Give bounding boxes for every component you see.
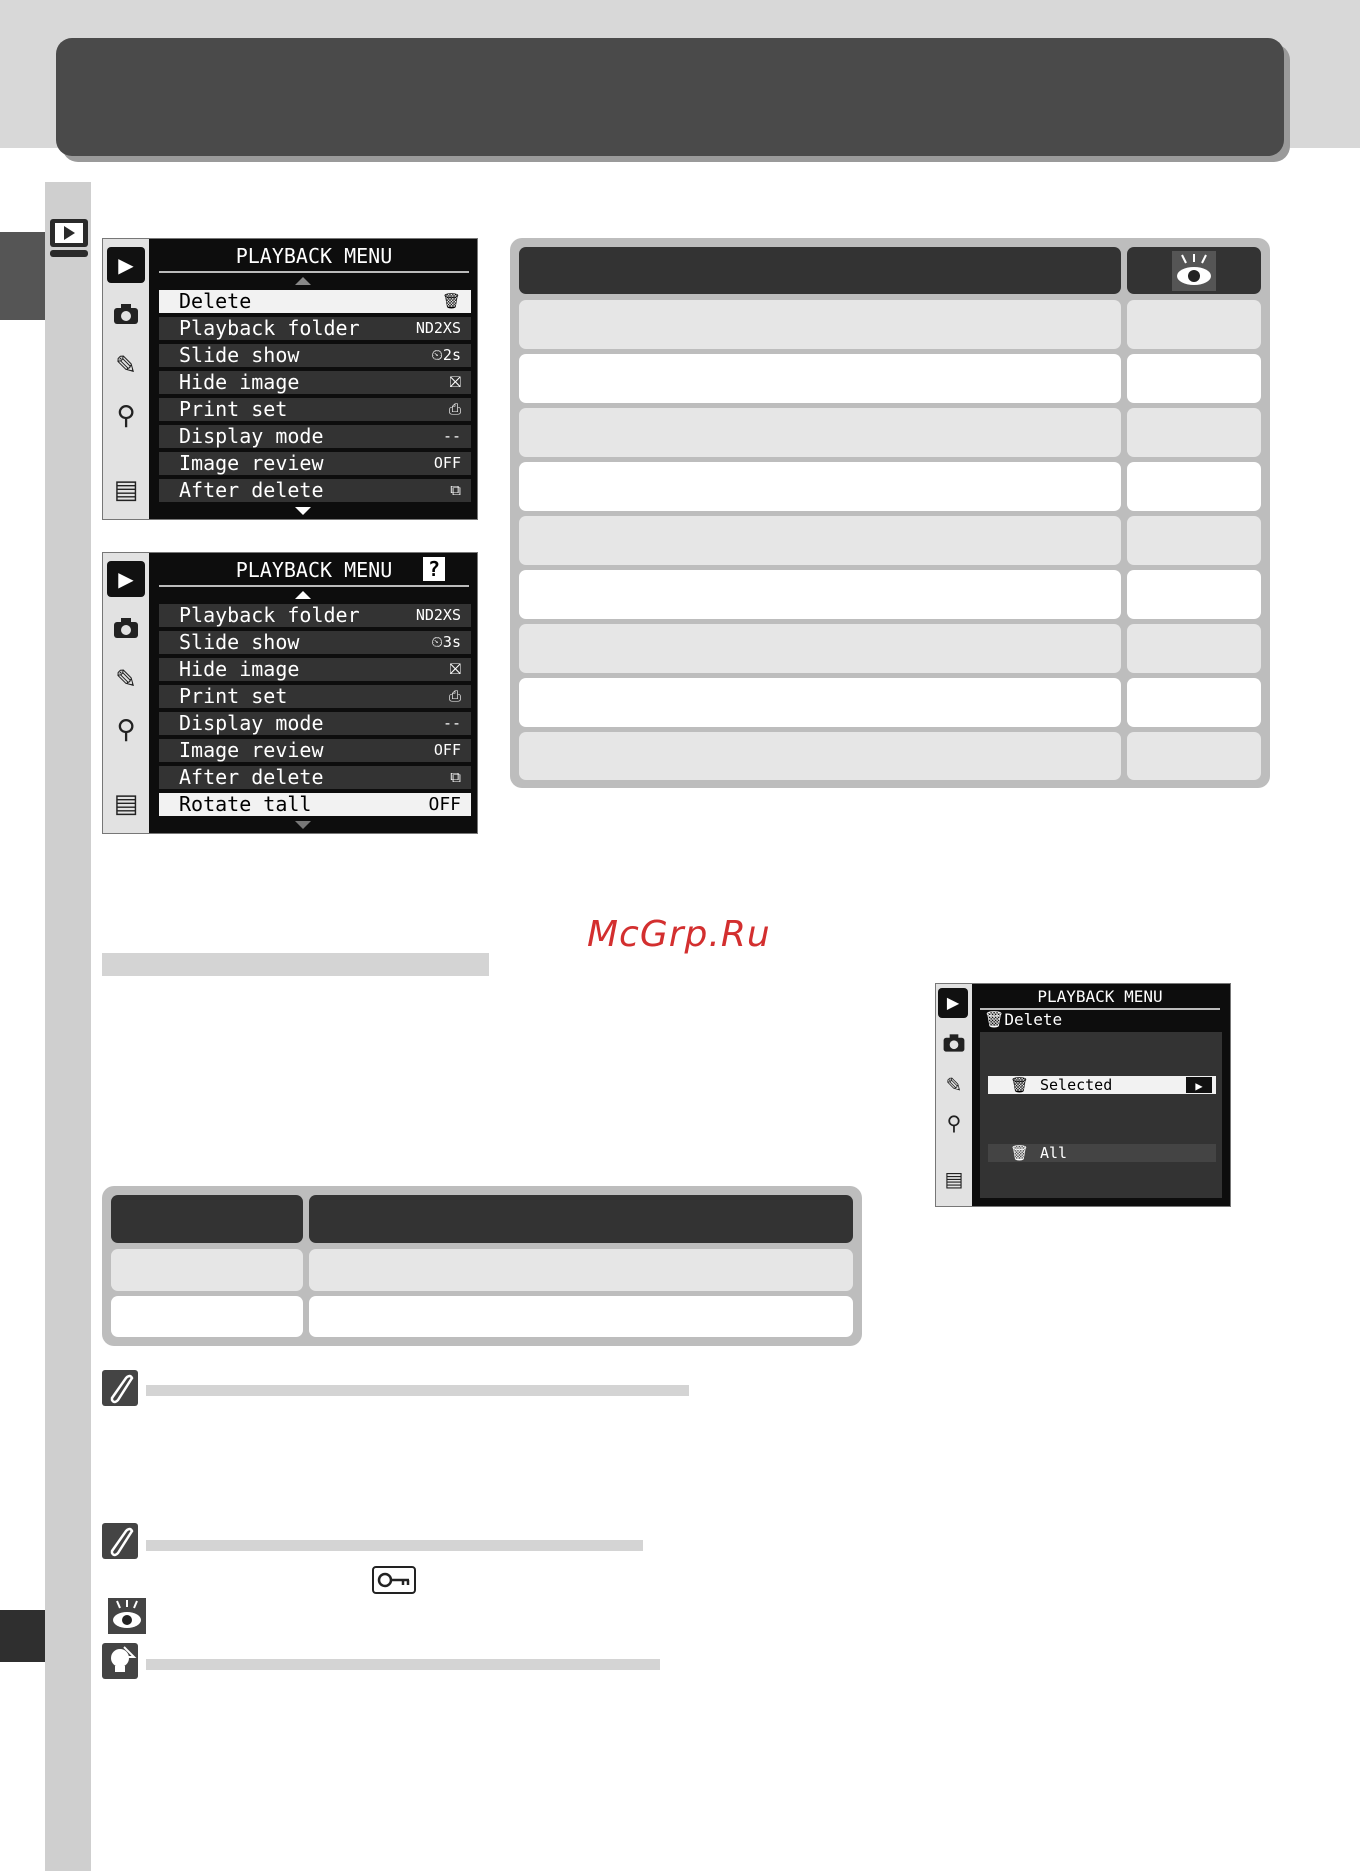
playback-tab-icon: ▶ [107,247,145,283]
option-arrow-icon: ▶ [1186,1077,1212,1093]
table-header-description [309,1195,853,1243]
key-icon [372,1566,416,1594]
table-row-description [309,1249,853,1291]
playback-tab-icon: ▶ [938,988,968,1018]
help-icon[interactable]: ? [423,557,445,581]
eye-reference-icon [108,1598,146,1634]
menu-item-slide-show[interactable]: Slide show ⏲3s [159,631,471,654]
wrench-tab-icon: ⚲ [116,401,136,431]
pencil-tab-icon: ✎ [945,1073,963,1097]
pencil-note-icon [102,1523,138,1559]
menu-item-display-mode[interactable]: Display mode -- [159,425,471,448]
menu-item-print-set[interactable]: Print set ⎙ [159,398,471,421]
recent-settings-tab-icon: ▤ [944,1167,964,1191]
watermark: McGrp.Ru [587,914,771,955]
camera-tab-icon [111,299,141,329]
table-row-page [1127,678,1261,727]
menu-item-after-delete[interactable]: After delete ⧉ [159,479,471,502]
scroll-up-icon [295,591,311,599]
options-panel [980,1032,1222,1198]
menu-item-hide-image[interactable]: Hide image ⛝ [159,658,471,681]
table-row-page [1127,732,1261,780]
screen-title: PLAYBACK MENU [159,555,469,587]
pencil-tab-icon: ✎ [115,665,137,695]
screen-title: PLAYBACK MENU [159,241,469,273]
option-selected-label: Selected [1040,1076,1113,1094]
tip-heading-bar [146,1659,660,1670]
option-all[interactable] [988,1144,1216,1162]
table-row-description [309,1296,853,1337]
menu-item-delete[interactable]: Delete 🗑 [159,290,471,313]
camera-tab-icon [111,613,141,643]
table-row-page [1127,408,1261,457]
left-rail [45,182,91,1871]
menu-item-playback-folder[interactable]: Playback folder ND2XS [159,604,471,627]
table-header-option [111,1195,303,1243]
menu-item-image-review[interactable]: Image review OFF [159,739,471,762]
menu-tab-strip [103,239,149,519]
wrench-tab-icon: ⚲ [116,715,136,745]
camera-tab-icon [939,1030,969,1060]
table-row [519,624,1121,673]
screen-title: PLAYBACK MENU [980,986,1220,1010]
table-header-option [519,247,1121,294]
table-row-page [1127,516,1261,565]
playback-menu-screen-2 [102,552,478,834]
scroll-down-icon [295,821,311,829]
menu-item-playback-folder[interactable]: Playback folder ND2XS [159,317,471,340]
table-row [519,732,1121,780]
playback-tab-icon: ▶ [107,561,145,597]
option-selected[interactable] [988,1076,1216,1094]
lightbulb-tip-icon [102,1643,138,1679]
table-row [519,300,1121,349]
menu-item-after-delete[interactable]: After delete ⧉ [159,766,471,789]
wrench-tab-icon: ⚲ [946,1111,962,1135]
scroll-down-icon [295,507,311,515]
eye-reference-icon [1172,251,1216,291]
section-heading-bar [102,953,489,976]
menu-item-slide-show[interactable]: Slide show ⏲2s [159,344,471,367]
table-row [519,678,1121,727]
menu-tab-strip [936,984,972,1206]
menu-item-image-review[interactable]: Image review OFF [159,452,471,475]
pencil-note-icon [102,1370,138,1406]
menu-item-print-set[interactable]: Print set ⎙ [159,685,471,708]
delete-menu-screen [935,983,1231,1207]
delete-all-icon: 🗑 [1010,1144,1030,1162]
chapter-header-bar [56,38,1284,156]
table-row [519,570,1121,619]
section-tab-bottom [0,1610,45,1662]
playback-menu-screen-1 [102,238,478,520]
table-row [111,1249,303,1291]
table-row-page [1127,570,1261,619]
option-all-label: All [1040,1144,1068,1162]
table-header-page [1127,247,1261,294]
menu-item-display-mode[interactable]: Display mode -- [159,712,471,735]
table-row [111,1296,303,1337]
scroll-up-icon [295,277,311,285]
table-row [519,462,1121,511]
pencil-tab-icon: ✎ [115,351,137,381]
menu-item-hide-image[interactable]: Hide image ⛝ [159,371,471,394]
note-heading-bar [146,1540,643,1551]
table-row-page [1127,354,1261,403]
table-row [519,408,1121,457]
delete-selected-icon: 🗑 [1010,1076,1030,1094]
table-row-page [1127,300,1261,349]
table-row-page [1127,624,1261,673]
section-tab [0,232,45,320]
table-row-page [1127,462,1261,511]
note-heading-bar [146,1385,689,1396]
recent-settings-tab-icon: ▤ [113,475,139,505]
menu-item-rotate-tall[interactable]: Rotate tall OFF [159,793,471,816]
menu-tab-strip [103,553,149,833]
recent-settings-tab-icon: ▤ [113,789,139,819]
table-row [519,516,1121,565]
table-row [519,354,1121,403]
delete-subtitle: 🗑Delete [984,1010,1063,1029]
playback-menu-icon [48,217,90,259]
